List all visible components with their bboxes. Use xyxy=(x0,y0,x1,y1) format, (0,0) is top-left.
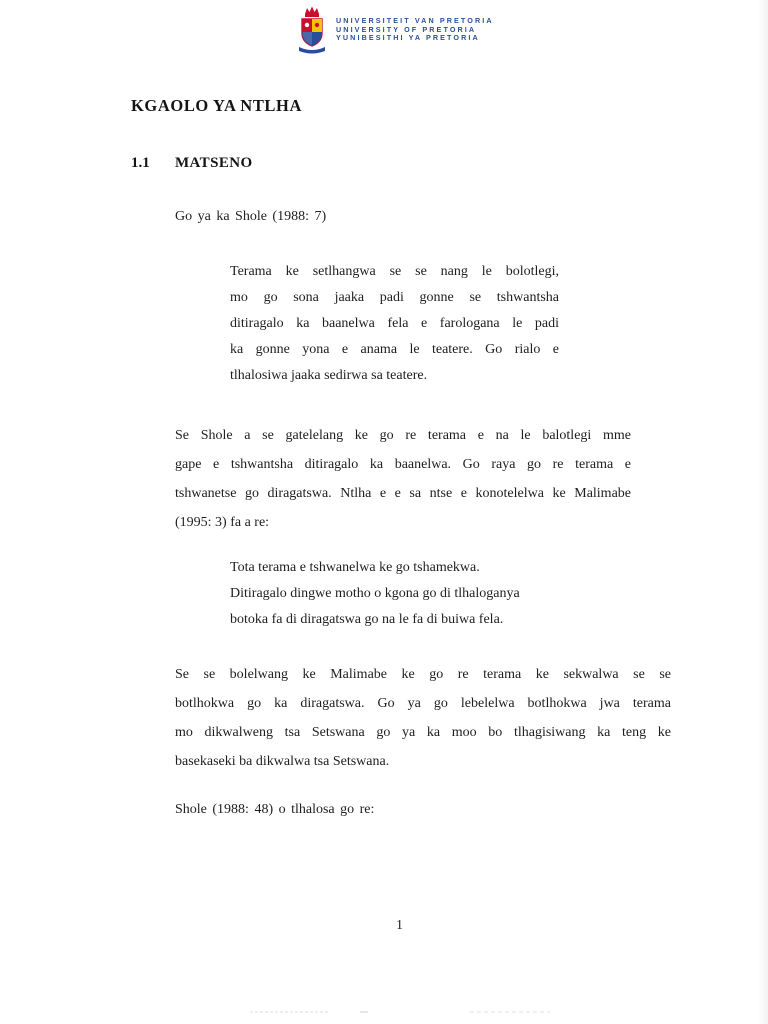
quote-line: tlhalosiwa jaaka sedirwa sa teatere. xyxy=(230,368,428,383)
intro-line: Go ya ka Shole (1988: 7) xyxy=(175,209,327,224)
scan-edge-shadow xyxy=(758,0,768,1024)
paragraph-line: botlhokwa go ka diragatswa. Go ya go lebelelwa botlhokwa jwa terama xyxy=(175,696,671,711)
section-number: 1.1 xyxy=(131,155,150,171)
university-header xyxy=(296,4,494,56)
paragraph-line: basekaseki ba dikwalwa tsa Setswana. xyxy=(175,754,390,769)
paragraph-line: tshwanetse go diragatswa. Ntlha e e sa ntse e konotelelwa ke Malimabe xyxy=(175,486,631,501)
quote-line: Tota terama e tshwanelwa ke go tshamekwa. xyxy=(230,560,480,575)
paragraph-2 xyxy=(175,660,671,776)
scan-artifact-marks xyxy=(250,1010,550,1014)
paragraph-line: mo dikwalweng tsa Setswana go ya ka moo bo tlhagisiwang ka teng ke xyxy=(175,725,671,740)
paragraph-line: gape e tshwantsha ditiragalo ka baanelwa. Go raya go re terama e xyxy=(175,457,631,472)
university-name-sepedi: YUNIBESITHI YA PRETORIA xyxy=(336,33,480,43)
quote-line: ka gonne yona e anama le teatere. Go rialo e xyxy=(230,342,559,357)
university-names xyxy=(336,17,494,43)
university-crest-icon xyxy=(296,5,328,55)
section-title: MATSENO xyxy=(175,155,253,171)
paragraph-line: Se Shole a se gatelelang ke go re terama e na le balotlegi mme xyxy=(175,428,631,443)
quote-block-2 xyxy=(230,555,559,633)
page-number: 1 xyxy=(396,918,403,933)
paragraph-1 xyxy=(175,421,631,537)
paragraph-line: (1995: 3) fa a re: xyxy=(175,515,270,530)
chapter-title: KGAOLO YA NTLHA xyxy=(131,96,302,115)
university-name-english: UNIVERSITY OF PRETORIA xyxy=(336,24,477,34)
quote-line: ditiragalo ka baanelwa fela e farologana le padi xyxy=(230,316,559,331)
quote-line: botoka fa di diragatswa go na le fa di buiwa fela. xyxy=(230,612,504,627)
quote-line: Ditiragalo dingwe motho o kgona go di tlhaloganya xyxy=(230,586,520,601)
closing-line: Shole (1988: 48) o tlhalosa go re: xyxy=(175,802,375,817)
quote-block-1 xyxy=(230,259,559,389)
quote-line: Terama ke setlhangwa se se nang le bolotlegi, xyxy=(230,264,559,279)
paragraph-line: Se se bolelwang ke Malimabe ke go re terama ke sekwalwa se se xyxy=(175,667,671,682)
quote-line: mo go sona jaaka padi gonne se tshwantsha xyxy=(230,290,559,305)
university-name-afrikaans: UNIVERSITEIT VAN PRETORIA xyxy=(336,16,494,26)
